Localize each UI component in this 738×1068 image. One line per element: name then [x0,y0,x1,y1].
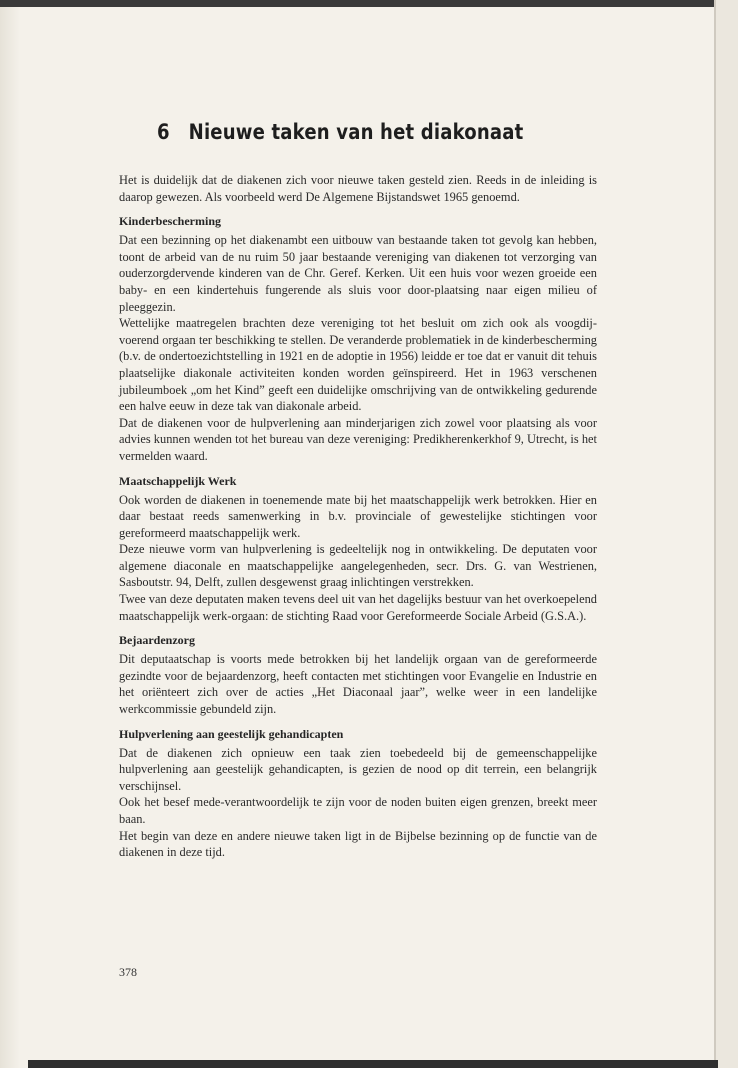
chapter-title [157,120,535,144]
paragraph: Dat de diakenen voor de hulpverlening aan minderjarigen zich zowel voor plaatsing als voor advies kunnen wenden tot het bureau van deze vereniging: Predikherenkerkhof 9, Utrecht, is het vermelden waard. [119,415,597,463]
scan-bottom-edge [28,1060,718,1068]
paragraph: Wettelijke maatregelen brachten deze vereniging tot het besluit om zich ook als voogdij-voerend orgaan ter beschikking te stellen. De veranderde problematiek in de kinderbescherming (b.v. de ondertoezichtstelling in 1921 en de adoptie in 1956) leidde er toe dat er vanuit dit tehuis plaatselijke diakonale activiteiten konden worden geïnspireerd. Het in 1963 verschenen jubileumboek „om het Kind” geeft een duidelijke omschrijving van de ontwikkeling gedurende een halve eeuw in deze tak van diakonale arbeid. [119,316,597,414]
section-heading: Kinderbescherming [119,214,221,229]
page-body [119,120,597,861]
chapter-number: 6 [157,120,170,144]
paragraph: Ook worden de diakenen in toenemende mate bij het maatschappelijk werk betrokken. Hier en daar bestaat reeds samenwerking in b.v. provinciale of gewestelijke stichtingen voor gereformeerd maatschappelijk werk. [119,492,597,540]
paragraph: Twee van deze deputaten maken tevens deel uit van het dagelijks bestuur van het overkoepelend maatschappelijk werk-orgaan: de stichting Raad voor Gereformeerde Sociale Arbeid (G.S.A.). [119,592,597,623]
intro-paragraph: Het is duidelijk dat de diakenen zich voor nieuwe taken gesteld zien. Reeds in de inleiding is daarop gewezen. Als voorbeeld werd De Algemene Bijstandswet 1965 genoemd. [119,173,597,204]
chapter-title-text: Nieuwe taken van het diakonaat [188,120,524,144]
paragraph: Dat de diakenen zich opnieuw een taak zien toebedeeld bij de gemeenschappelijke hulpverlening aan geestelijk gehandicapten, is gezien de nood op dit terrein, een belangrijk verschijnsel. [119,745,597,793]
paragraph: Deze nieuwe vorm van hulpverlening is gedeeltelijk nog in ontwikkeling. De deputaten voor algemene diaconale en maatschappelijke aangelegenheden, secr. Drs. G. van Westrienen, Sasboutstr. 94, Delft, zullen desgewenst graag inlichtingen verstrekken. [119,542,597,590]
section-maatschappelijk-werk [119,473,597,625]
scan-right-edge [714,0,738,1068]
section-heading: Hulpverlening aan geestelijk gehandicapten [119,726,344,741]
section-heading: Bejaardenzorg [119,633,195,648]
paragraph: Het begin van deze en andere nieuwe taken ligt in de Bijbelse bezinning op de functie van de diakenen in deze tijd. [119,828,597,860]
section-kinderbescherming [119,213,597,464]
scan-top-edge [0,0,738,7]
section-bejaardenzorg [119,632,597,717]
paragraph: Dat een bezinning op het diakenambt een uitbouw van bestaande taken tot gevolg kan hebben, toont de arbeid van de nu ruim 50 jaar bestaande vereniging van diakenen tot verzorging van ouderzorgdervende kinderen van de Chr. Geref. Kerken. Uit een huis voor wezen groeide een baby- en een kindertehuis fungerende als sluis voor door-plaatsing naar eigen milieu of pleeggezin. [119,233,597,314]
section-geestelijk-gehandicapten [119,726,597,861]
scan-left-edge [0,0,20,1068]
paragraph: Dit deputaatschap is voorts mede betrokken bij het landelijk orgaan van de gereformeerde gezindte voor de bejaardenzorg, heeft contacten met stichtingen voor Evangelie en Industrie en het oriënteert zich over de acties „Het Diaconaal jaar”, welke weer in een landelijke werkcommissie gebundeld zijn. [119,652,597,717]
paragraph: Ook het besef mede-verantwoordelijk te zijn voor de noden buiten eigen grenzen, breekt meer baan. [119,795,597,826]
page-number: 378 [119,965,137,979]
section-heading: Maatschappelijk Werk [119,473,237,488]
